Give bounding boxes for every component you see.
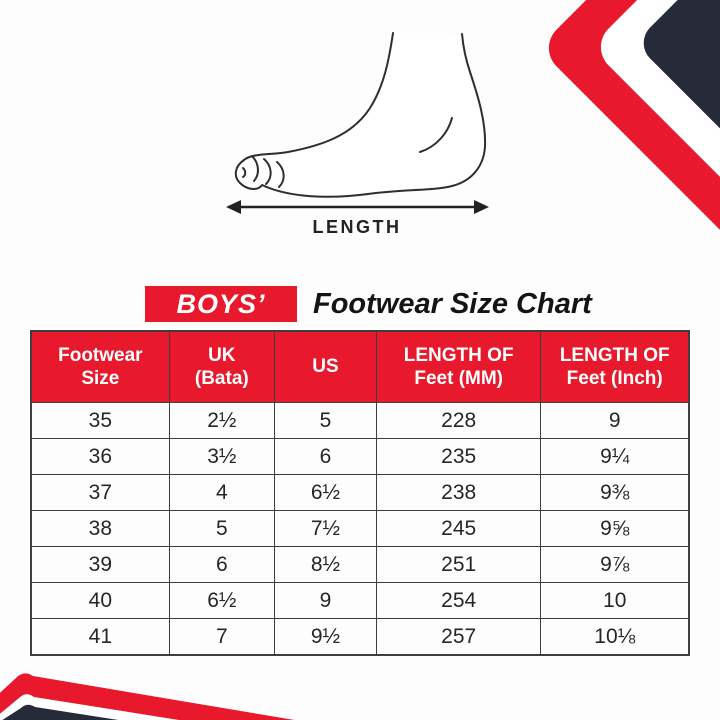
table-cell: 8½ <box>274 547 376 583</box>
table-cell: 6 <box>274 439 376 475</box>
table-header-row <box>31 331 689 403</box>
table-cell: 9 <box>274 583 376 619</box>
table-cell: 5 <box>169 511 274 547</box>
table-cell: 5 <box>274 403 376 439</box>
table-cell: 3½ <box>169 439 274 475</box>
table-cell: 257 <box>376 619 541 656</box>
group-badge: BOYS’ <box>145 286 297 322</box>
table-cell: 235 <box>376 439 541 475</box>
table-cell: 40 <box>31 583 169 619</box>
length-arrow <box>226 200 489 214</box>
table-cell: 9½ <box>274 619 376 656</box>
table-cell: 41 <box>31 619 169 656</box>
column-header: Footwear Size <box>31 331 169 403</box>
table-cell: 251 <box>376 547 541 583</box>
table-cell: 7½ <box>274 511 376 547</box>
table-body <box>31 403 689 656</box>
table-cell: 6½ <box>169 583 274 619</box>
table-cell: 9 <box>541 403 689 439</box>
table-row <box>31 619 689 656</box>
table-row <box>31 547 689 583</box>
table-cell: 7 <box>169 619 274 656</box>
table-cell: 37 <box>31 475 169 511</box>
chart-title-row <box>145 286 592 322</box>
table-cell: 36 <box>31 439 169 475</box>
table-cell: 4 <box>169 475 274 511</box>
table-row <box>31 403 689 439</box>
table-cell: 6½ <box>274 475 376 511</box>
table-cell: 38 <box>31 511 169 547</box>
foot-illustration <box>236 33 485 197</box>
table-cell: 9¼ <box>541 439 689 475</box>
table-cell: 228 <box>376 403 541 439</box>
size-table-container <box>30 330 690 656</box>
table-cell: 238 <box>376 475 541 511</box>
table-cell: 254 <box>376 583 541 619</box>
column-header: UK (Bata) <box>169 331 274 403</box>
table-cell: 10⅛ <box>541 619 689 656</box>
table-cell: 245 <box>376 511 541 547</box>
table-cell: 6 <box>169 547 274 583</box>
table-cell: 9⅞ <box>541 547 689 583</box>
table-cell: 9⅜ <box>541 475 689 511</box>
table-row <box>31 583 689 619</box>
table-cell: 10 <box>541 583 689 619</box>
table-cell: 9⅝ <box>541 511 689 547</box>
page-title: Footwear Size Chart <box>313 287 592 320</box>
corner-decoration-bottom-left <box>0 673 330 720</box>
table-row <box>31 475 689 511</box>
column-header: LENGTH OF Feet (Inch) <box>541 331 689 403</box>
column-header: LENGTH OF Feet (MM) <box>376 331 541 403</box>
table-row <box>31 511 689 547</box>
length-label: LENGTH <box>312 217 402 237</box>
table-cell: 39 <box>31 547 169 583</box>
table-cell: 35 <box>31 403 169 439</box>
corner-decoration-top-right <box>538 0 720 331</box>
table-row <box>31 439 689 475</box>
column-header: US <box>274 331 376 403</box>
table-cell: 2½ <box>169 403 274 439</box>
size-table <box>30 330 690 656</box>
